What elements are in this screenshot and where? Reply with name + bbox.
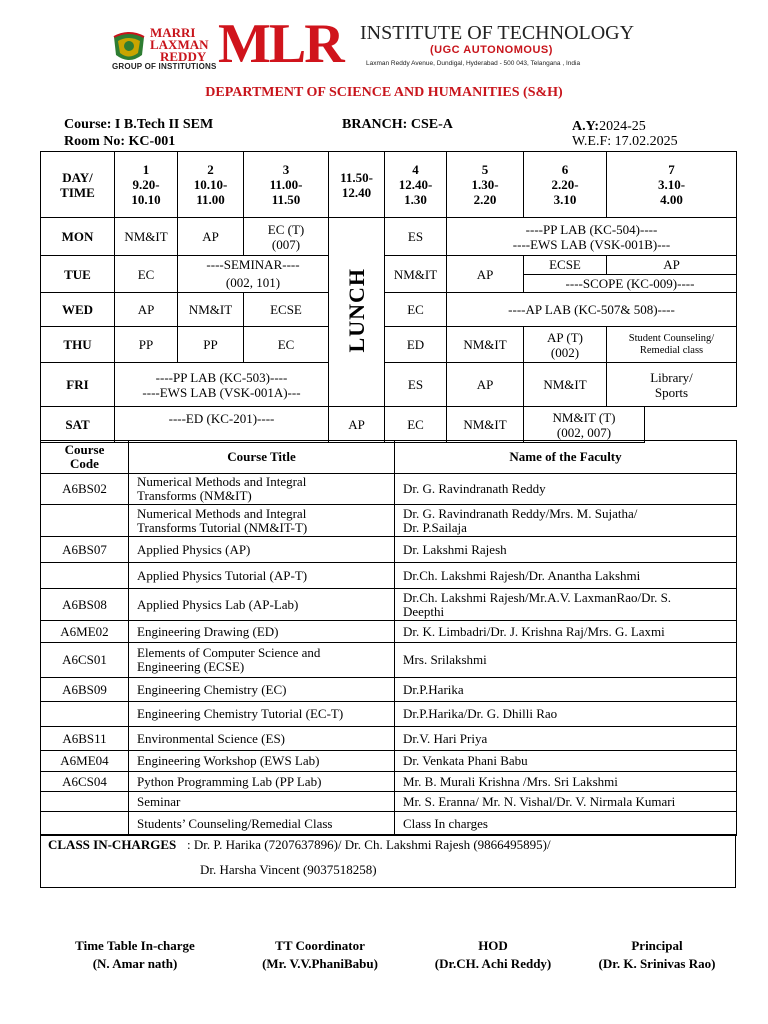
period-number: 4 xyxy=(412,162,419,177)
slot-cell: EC xyxy=(385,407,447,443)
course-table-header-row xyxy=(41,441,737,474)
course-title: Applied Physics (AP) xyxy=(129,537,395,563)
period-header xyxy=(524,152,607,218)
slot-cell: EC xyxy=(244,327,329,363)
class-incharges-line: : Dr. P. Harika (7207637896)/ Dr. Ch. Lakshmi Rajesh (9866495895)/ xyxy=(187,837,551,852)
institute-address: Laxman Reddy Avenue, Dundigal, Hyderabad - 500 043, Telangana , India xyxy=(366,60,581,67)
timetable-row-thu xyxy=(41,327,737,363)
period-number: 2 xyxy=(207,162,214,177)
period-header xyxy=(178,152,244,218)
period-time: 1.30- 2.20 xyxy=(471,177,499,207)
course-code: A6CS01 xyxy=(41,643,129,678)
slot-cell: AP xyxy=(329,407,385,443)
faculty-name: Dr.P.Harika/Dr. G. Dhilli Rao xyxy=(395,702,737,727)
slot-cell: NM&IT xyxy=(447,407,524,443)
timetable-header-row xyxy=(41,152,737,218)
course-code xyxy=(41,563,129,589)
slot-cell: Student Counseling/ Remedial class xyxy=(607,327,737,363)
signature-block xyxy=(398,937,588,973)
timetable-row-fri xyxy=(41,363,737,407)
slot-cell: NM&IT xyxy=(178,293,244,327)
course-title: Applied Physics Lab (AP-Lab) xyxy=(129,589,395,621)
course-code xyxy=(41,702,129,727)
branch-label: BRANCH: CSE-A xyxy=(342,117,453,132)
period-header xyxy=(447,152,524,218)
academic-year-label: A.Y: xyxy=(572,119,600,134)
faculty-name: Dr.P.Harika xyxy=(395,678,737,702)
day-label: TUE xyxy=(41,256,115,293)
slot-cell: Library/ Sports xyxy=(607,363,737,407)
faculty-name: Mrs. Srilakshmi xyxy=(395,643,737,678)
slot-cell: NM&IT xyxy=(524,363,607,407)
period-time: 3.10- 4.00 xyxy=(657,177,686,207)
period-number: 1 xyxy=(142,162,150,177)
signature-name: (Dr. K. Srinivas Rao) xyxy=(598,956,716,971)
table-row xyxy=(41,678,737,702)
faculty-name: Dr. Lakshmi Rajesh xyxy=(395,537,737,563)
slot-cell: ECSE xyxy=(244,293,329,327)
wef-date: W.E.F: 17.02.2025 xyxy=(572,134,678,149)
period-time: 11.50- 12.40 xyxy=(340,169,373,200)
period-header xyxy=(385,152,447,218)
signature-block xyxy=(40,937,230,973)
brand-name-line: LAXMAN xyxy=(150,37,209,52)
department-title: DEPARTMENT OF SCIENCE AND HUMANITIES (S&H) xyxy=(205,85,563,100)
period-header xyxy=(115,152,178,218)
class-incharges-line: Dr. Harsha Vincent (9037518258) xyxy=(200,862,377,877)
table-row xyxy=(41,812,737,836)
slot-cell: AP xyxy=(607,256,737,275)
period-number: 6 xyxy=(561,162,569,177)
period-time: 11.00- 11.50 xyxy=(269,177,303,207)
table-row xyxy=(41,751,737,772)
course-title: Python Programming Lab (PP Lab) xyxy=(129,772,395,792)
faculty-name: Dr. G. Ravindranath Reddy/Mrs. M. Sujatha/ Dr. P.Sailaja xyxy=(395,505,737,537)
faculty-name: Mr. B. Murali Krishna /Mrs. Sri Lakshmi xyxy=(395,772,737,792)
slot-cell: AP xyxy=(115,293,178,327)
faculty-name: Mr. S. Eranna/ Mr. N. Vishal/Dr. V. Nirmala Kumari xyxy=(395,792,737,812)
slot-cell: NM&IT xyxy=(115,218,178,256)
signature-role: TT Coordinator xyxy=(275,938,365,953)
course-code: A6BS07 xyxy=(41,537,129,563)
faculty-name: Class In charges xyxy=(395,812,737,836)
period-number: 7 xyxy=(668,162,675,177)
faculty-name: Dr.Ch. Lakshmi Rajesh/Dr. Anantha Lakshmi xyxy=(395,563,737,589)
slot-cell: ED xyxy=(385,327,447,363)
course-title: Engineering Chemistry Tutorial (EC-T) xyxy=(129,702,395,727)
period-time: 2.20- 3.10 xyxy=(551,177,579,207)
lunch-period-header xyxy=(329,152,385,218)
table-row xyxy=(41,621,737,643)
signature-block xyxy=(225,937,415,973)
brand-name-line: REDDY xyxy=(160,49,207,64)
course-code-header: Course Code xyxy=(41,441,129,474)
timetable-row-mon xyxy=(41,218,737,256)
faculty-name: Dr.V. Hari Priya xyxy=(395,727,737,751)
mlr-logo: MLR xyxy=(218,13,343,75)
table-row xyxy=(41,792,737,812)
slot-cell: ECSE xyxy=(524,256,607,275)
course-code: A6BS11 xyxy=(41,727,129,751)
day-label: THU xyxy=(41,327,115,363)
slot-cell: NM&IT (T) (002, 007) xyxy=(524,407,645,443)
signature-role: Time Table In-charge xyxy=(75,938,195,953)
brand-name-line: MARRI xyxy=(150,25,196,40)
table-row xyxy=(41,474,737,505)
course-title: Numerical Methods and Integral Transforms (NM&IT) xyxy=(129,474,395,505)
slot-cell: ES xyxy=(385,218,447,256)
slot-cell: PP xyxy=(115,327,178,363)
day-time-header xyxy=(41,152,115,218)
room-number: Room No: KC-001 xyxy=(64,134,176,149)
period-header xyxy=(607,152,737,218)
timetable-grid xyxy=(40,151,737,443)
table-row xyxy=(41,772,737,792)
period-time: 10.10- 11.00 xyxy=(193,177,228,207)
slot-cell: ES xyxy=(385,363,447,407)
table-row xyxy=(41,537,737,563)
day-label: SAT xyxy=(41,407,115,443)
timetable-row-sat xyxy=(41,407,737,443)
slot-cell: NM&IT xyxy=(447,327,524,363)
course-code: A6ME04 xyxy=(41,751,129,772)
institute-name: INSTITUTE OF TECHNOLOGY xyxy=(360,22,635,44)
period-time: 12.40- 1.30 xyxy=(398,177,433,207)
day-time-label: DAY/ TIME xyxy=(60,169,95,200)
period-number: 3 xyxy=(282,162,290,177)
course-title: Numerical Methods and Integral Transforms Tutorial (NM&IT-T) xyxy=(129,505,395,537)
table-row xyxy=(41,505,737,537)
course-title: Engineering Drawing (ED) xyxy=(129,621,395,643)
course-label: Course: I B.Tech II SEM xyxy=(64,117,214,132)
academic-year xyxy=(572,117,646,135)
slot-cell: AP (T) (002) xyxy=(524,327,607,363)
signature-role: HOD xyxy=(478,938,508,953)
period-header xyxy=(244,152,329,218)
course-title: Engineering Chemistry (EC) xyxy=(129,678,395,702)
course-title: Environmental Science (ES) xyxy=(129,727,395,751)
faculty-header: Name of the Faculty xyxy=(395,441,737,474)
slot-cell: AP xyxy=(447,256,524,293)
lab-slot-cell: ----ED (KC-201)---- xyxy=(115,407,329,443)
signature-role: Principal xyxy=(631,938,683,953)
timetable-row-tue xyxy=(41,256,737,275)
course-title: Seminar xyxy=(129,792,395,812)
day-label: FRI xyxy=(41,363,115,407)
academic-year-value: 2024-25 xyxy=(599,119,646,134)
table-row xyxy=(41,727,737,751)
table-row xyxy=(41,702,737,727)
slot-cell: EC (T) (007) xyxy=(244,218,329,256)
autonomous-label: (UGC AUTONOMOUS) xyxy=(430,44,553,56)
slot-cell: AP xyxy=(447,363,524,407)
day-label: WED xyxy=(41,293,115,327)
slot-cell: NM&IT xyxy=(385,256,447,293)
scope-slot-cell: ----SCOPE (KC-009)---- xyxy=(524,274,737,293)
slot-cell: EC xyxy=(115,256,178,293)
course-title: Applied Physics Tutorial (AP-T) xyxy=(129,563,395,589)
lunch-cell xyxy=(329,218,385,407)
course-title: Elements of Computer Science and Engineering (ECSE) xyxy=(129,643,395,678)
table-row xyxy=(41,643,737,678)
slot-cell: PP xyxy=(178,327,244,363)
course-code: A6ME02 xyxy=(41,621,129,643)
institution-emblem-icon xyxy=(110,27,148,65)
period-number: 5 xyxy=(481,162,489,177)
course-title: Engineering Workshop (EWS Lab) xyxy=(129,751,395,772)
faculty-name: Dr. K. Limbadri/Dr. J. Krishna Raj/Mrs. G. Laxmi xyxy=(395,621,737,643)
course-code: A6BS09 xyxy=(41,678,129,702)
period-time: 9.20- 10.10 xyxy=(131,177,161,207)
signature-name: (N. Amar nath) xyxy=(92,956,178,971)
course-title: Students’ Counseling/Remedial Class xyxy=(129,812,395,836)
faculty-name: Dr.Ch. Lakshmi Rajesh/Mr.A.V. LaxmanRao/Dr. S. Deepthi xyxy=(395,589,737,621)
signature-block xyxy=(562,937,752,973)
faculty-name: Dr. G. Ravindranath Reddy xyxy=(395,474,737,505)
group-of-institutions-label: GROUP OF INSTITUTIONS xyxy=(112,62,217,71)
signature-name: (Dr.CH. Achi Reddy) xyxy=(434,956,552,971)
faculty-name: Dr. Venkata Phani Babu xyxy=(395,751,737,772)
course-code xyxy=(41,505,129,537)
table-row xyxy=(41,563,737,589)
slot-cell: EC xyxy=(385,293,447,327)
course-code: A6BS08 xyxy=(41,589,129,621)
course-code: A6CS04 xyxy=(41,772,129,792)
lab-slot-cell: ----PP LAB (KC-504)---- ----EWS LAB (VSK-001B)--- xyxy=(447,218,737,256)
seminar-slot-cell: ----SEMINAR---- (002, 101) xyxy=(178,256,329,293)
lunch-label: LUNCH xyxy=(344,268,369,353)
course-title-header: Course Title xyxy=(129,441,395,474)
signature-name: (Mr. V.V.PhaniBabu) xyxy=(262,956,378,971)
lab-slot-cell: ----AP LAB (KC-507& 508)---- xyxy=(447,293,737,327)
course-code xyxy=(41,792,129,812)
slot-cell: AP xyxy=(178,218,244,256)
course-code xyxy=(41,812,129,836)
course-code: A6BS02 xyxy=(41,474,129,505)
class-incharges-label: CLASS IN-CHARGES xyxy=(48,837,177,852)
day-label: MON xyxy=(41,218,115,256)
timetable-row-wed xyxy=(41,293,737,327)
course-faculty-table xyxy=(40,440,737,836)
table-row xyxy=(41,589,737,621)
lab-slot-cell: ----PP LAB (KC-503)---- ----EWS LAB (VSK-001A)--- xyxy=(115,363,329,407)
